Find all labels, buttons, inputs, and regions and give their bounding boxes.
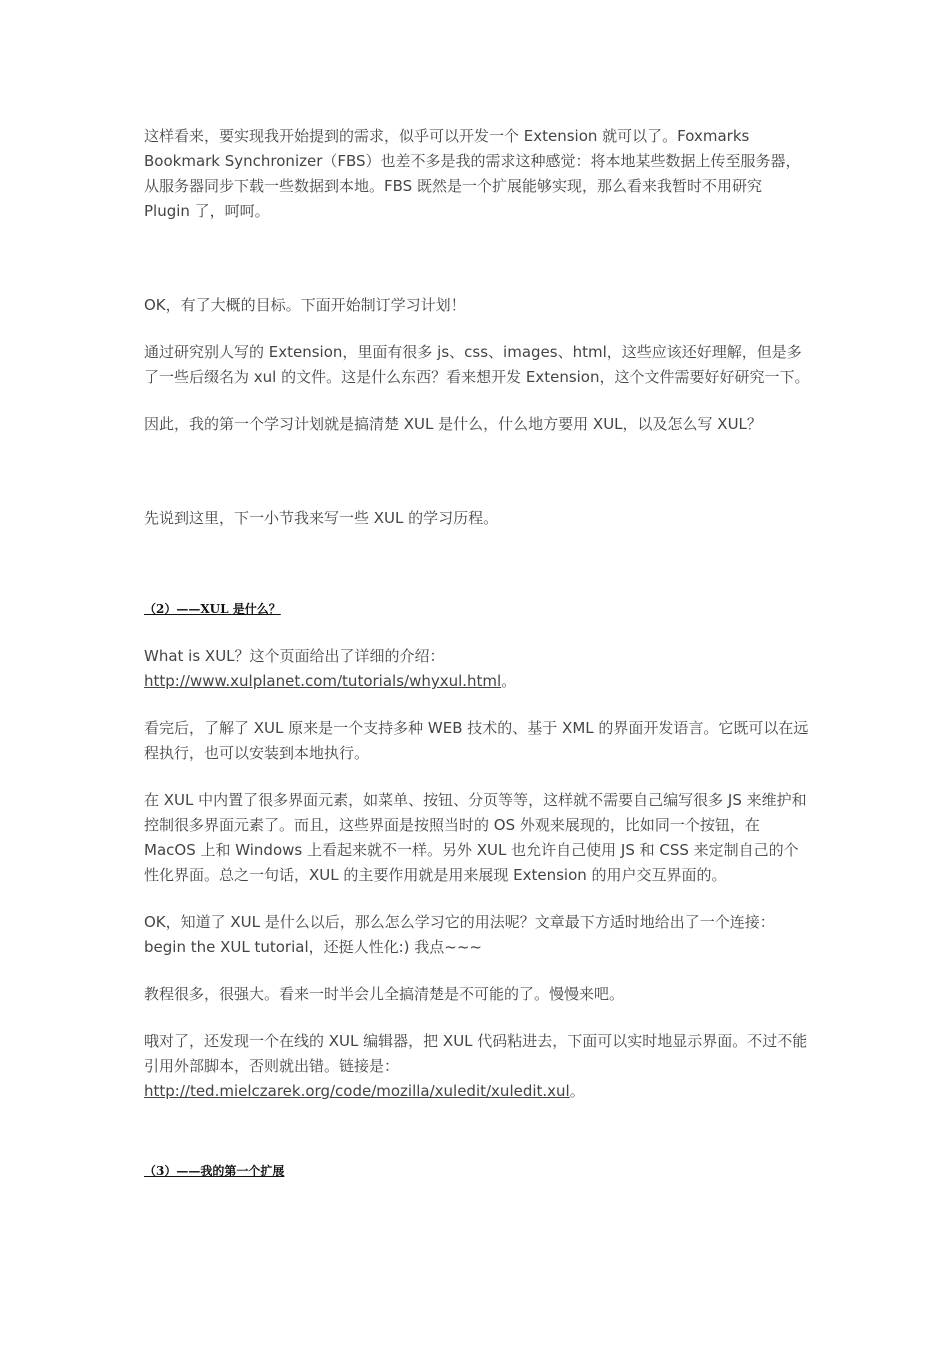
section-heading-3: （3）——我的第一个扩展: [144, 1164, 285, 1178]
paragraph-what-is-xul: [144, 644, 810, 694]
online-editor-text: 哦对了，还发现一个在线的 XUL 编辑器，把 XUL 代码粘进去，下面可以实时地显示界面。不过不能引用外部脚本，否则就出错。链接是：: [144, 1032, 808, 1075]
paragraph-how-to-learn: OK，知道了 XUL 是什么以后，那么怎么学习它的用法呢？文章最下方适时地给出了一个连接：begin the XUL tutorial，还挺人性化:) 我点~~~: [144, 913, 775, 956]
paragraph-plan: 因此，我的第一个学习计划就是搞清楚 XUL 是什么，什么地方要用 XUL，以及怎么写 XUL？: [144, 415, 762, 433]
paragraph-goal: OK，有了大概的目标。下面开始制订学习计划！: [144, 296, 466, 314]
punctuation: 。: [569, 1082, 585, 1100]
paragraph-intro: 这样看来，要实现我开始提到的需求，似乎可以开发一个 Extension 就可以了。Foxmarks Bookmark Synchronizer（FBS）也差不多是我的需求这种感觉：将本地某些数据上传至服务器，从服务器同步下载一些数据到本地。FBS 既然是一个扩展能够实现，那么看来我暂时不用研究 Plugin 了，呵呵。: [144, 127, 801, 220]
punctuation: 。: [501, 672, 517, 690]
whyxul-link[interactable]: http://www.xulplanet.com/tutorials/whyxul.html: [144, 672, 502, 690]
paragraph-online-editor: [144, 1029, 810, 1104]
spacer: [144, 553, 810, 600]
section-heading-2: （2）——XUL 是什么？: [144, 602, 281, 616]
spacer: [144, 246, 810, 293]
what-is-xul-text: What is XUL？这个页面给出了详细的介绍：: [144, 647, 445, 665]
paragraph-xul-summary: 看完后，了解了 XUL 原来是一个支持多种 WEB 技术的、基于 XML 的界面开发语言。它既可以在远程执行，也可以安装到本地执行。: [144, 719, 809, 762]
spacer: [144, 459, 810, 506]
spacer: [144, 1126, 810, 1162]
paragraph-xul-elements: 在 XUL 中内置了很多界面元素，如菜单、按钮、分页等等，这样就不需要自己编写很多 JS 来维护和控制很多界面元素了。而且，这些界面是按照当时的 OS 外观来展现的，比如同一个按钮，在 MacOS 上和 Windows 上看起来就不一样。另外 XUL 也允许自己使用 JS 和 CSS 来定制自己的个性化界面。总之一句话，XUL 的主要作用就是用来展现 Extension 的用户交互界面的。: [144, 791, 807, 884]
xuledit-link[interactable]: http://ted.mielczarek.org/code/mozilla/xuledit/xuledit.xul: [144, 1082, 570, 1100]
paragraph-tutorials: 教程很多，很强大。看来一时半会儿全搞清楚是不可能的了。慢慢来吧。: [144, 985, 625, 1003]
article-body: [144, 124, 810, 1206]
paragraph-study-extension: 通过研究别人写的 Extension，里面有很多 js、css、images、html，这些应该还好理解，但是多了一些后缀名为 xul 的文件。这是什么东西？看来想开发 Extension，这个文件需要好好研究一下。: [144, 343, 810, 386]
paragraph-closing: 先说到这里，下一小节我来写一些 XUL 的学习历程。: [144, 509, 499, 527]
